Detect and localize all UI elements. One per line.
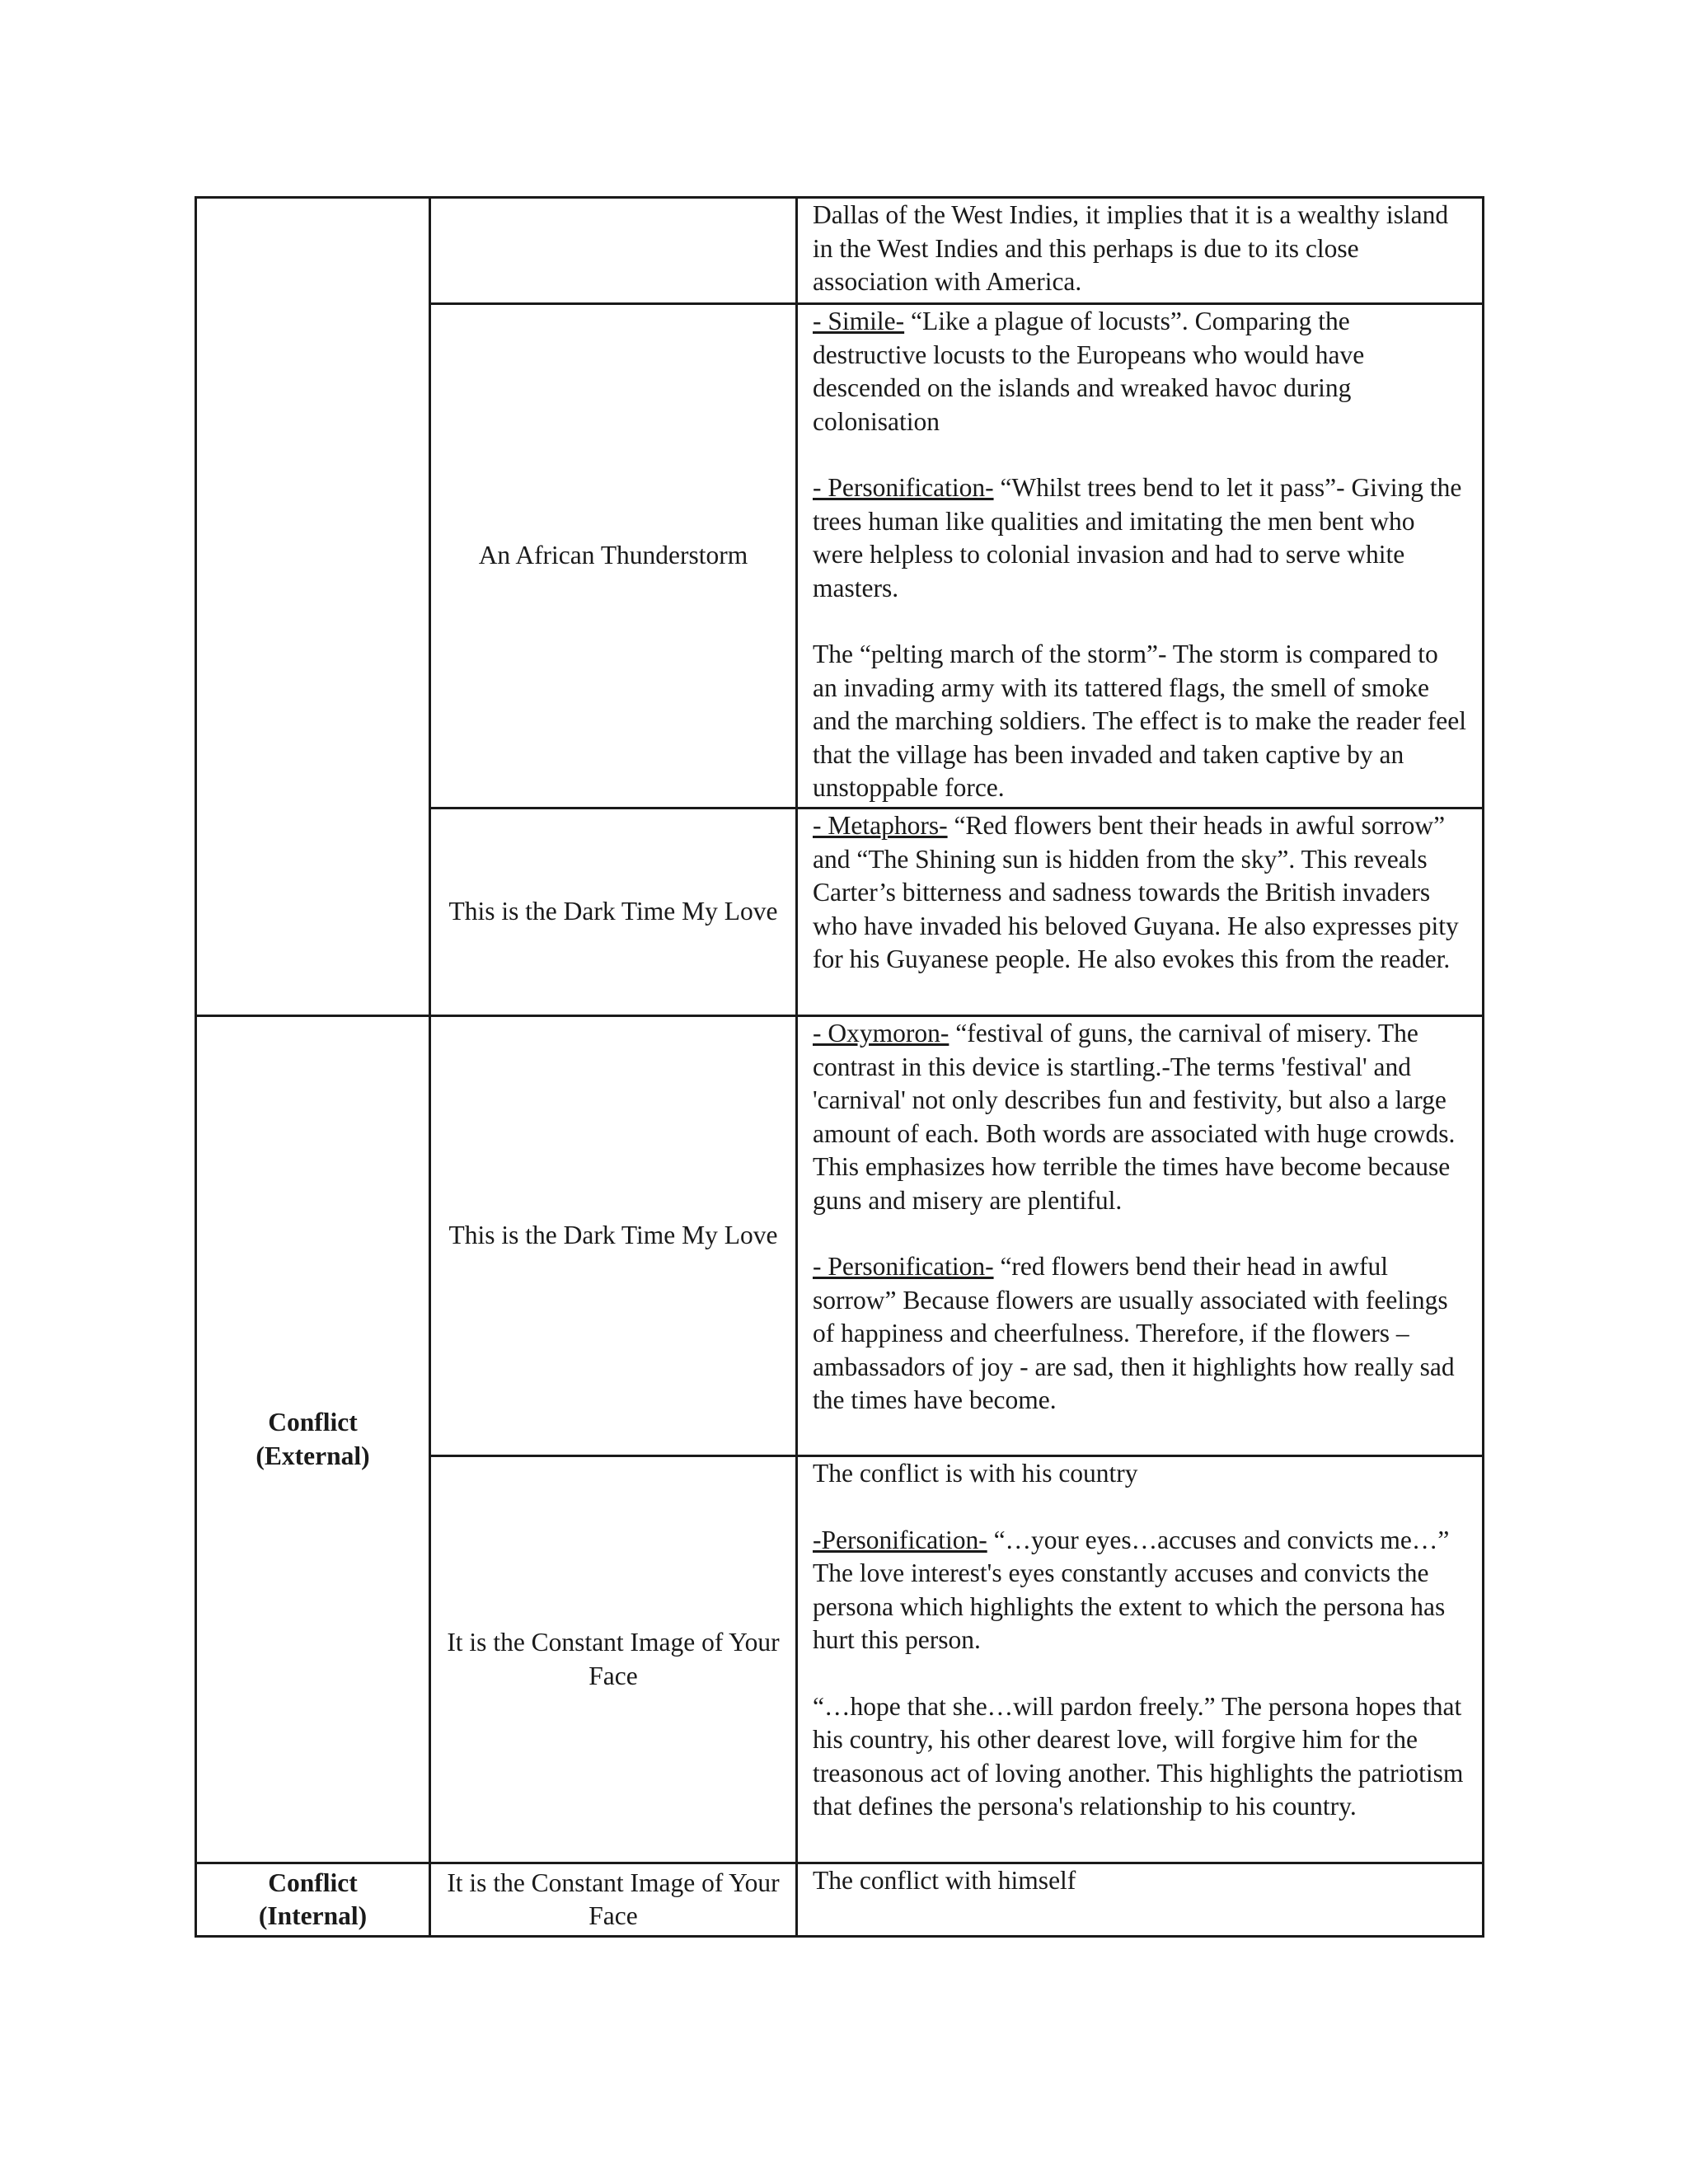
notes-table [195,196,1484,1938]
analysis-paragraph [813,199,1467,299]
analysis-text: “red flowers bend their head in awful sorrow” Because flowers are usually associated with feelings of happiness and cheerfulness. Therefore, if the flowers – ambassadors of joy - are sad, then it highlights how really sad the times have become. [813,1252,1455,1414]
poem-cell: It is the Constant Image of Your Face [430,1863,797,1937]
analysis-paragraph [813,809,1467,977]
analysis-paragraph [813,305,1467,438]
theme-cell-blank [196,198,430,1016]
analysis-text: The “pelting march of the storm”- The storm is compared to an invading army with its tattered flags, the smell of smoke and the marching soldiers. The effect is to make the reader feel that the village has been invaded and taken captive by an unstoppable force. [813,640,1467,802]
device-label: - Personification- [813,1252,994,1281]
analysis-text: The conflict with himself [813,1866,1076,1895]
analysis-cell [797,1016,1484,1456]
table-row [196,198,1484,304]
analysis-text: “…hope that she…will pardon freely.” The persona hopes that his country, his other dearest love, will forgive him for the treasonous act of loving another. This highlights the patriotism that defines the persona's relationship to his country. [813,1691,1464,1821]
device-label: - Oxymoron- [813,1019,950,1047]
poem-cell [430,198,797,304]
analysis-paragraph [813,471,1467,605]
analysis-text: The conflict is with his country [813,1459,1138,1488]
analysis-paragraph [813,1457,1467,1491]
poem-cell: This is the Dark Time My Love [430,808,797,1016]
analysis-paragraph [813,1524,1467,1657]
analysis-cell [797,198,1484,304]
theme-sublabel: (Internal) [258,1901,368,1930]
analysis-paragraph [813,1864,1467,1898]
analysis-cell [797,304,1484,808]
analysis-cell [797,808,1484,1016]
analysis-paragraph [813,1690,1467,1824]
analysis-text: “Red flowers bent their heads in awful sorrow” and “The Shining sun is hidden from the sky”. This reveals Carter’s bitterness and sadness towards the British invaders who have invaded his beloved Guyana. He also expresses pity for his Guyanese people. He also evokes this from the reader. [813,811,1459,973]
theme-label: Conflict [268,1408,358,1436]
table-row [196,1863,1484,1937]
analysis-cell [797,1863,1484,1937]
device-label: -Personification- [813,1525,987,1554]
poem-cell: An African Thunderstorm [430,304,797,808]
theme-cell [196,1016,430,1863]
analysis-paragraph [813,638,1467,805]
theme-sublabel: (External) [256,1441,370,1470]
poem-cell: It is the Constant Image of Your Face [430,1456,797,1863]
theme-label: Conflict [268,1868,358,1897]
analysis-text: Dallas of the West Indies, it implies that it is a wealthy island in the West Indies and this perhaps is due to its close association with America. [813,200,1449,296]
device-label: - Simile- [813,307,905,335]
table-row [196,1016,1484,1456]
device-label: - Personification- [813,473,994,502]
analysis-cell [797,1456,1484,1863]
analysis-text: “festival of guns, the carnival of misery. The contrast in this device is startling.-The terms 'festival' and 'carnival' not only describes fun and festivity, but also a large amount of each. Both words are associated with huge crowds. This emphasizes how terrible the times have become because guns and misery are plentiful. [813,1019,1456,1215]
analysis-paragraph [813,1250,1467,1418]
poem-cell: This is the Dark Time My Love [430,1016,797,1456]
device-label: - Metaphors- [813,811,948,840]
analysis-text: “…your eyes…accuses and convicts me…” The love interest's eyes constantly accuses and convicts the persona which highlights the extent to which the persona has hurt this person. [813,1525,1450,1654]
analysis-text: “Like a plague of locusts”. Comparing the destructive locusts to the Europeans who would have descended on the islands and wreaked havoc during colonisation [813,307,1365,436]
analysis-paragraph [813,1017,1467,1217]
analysis-text: “Whilst trees bend to let it pass”- Giving the trees human like qualities and imitating the men bent who were helpless to colonial invasion and had to serve white masters. [813,473,1462,602]
theme-cell [196,1863,430,1937]
